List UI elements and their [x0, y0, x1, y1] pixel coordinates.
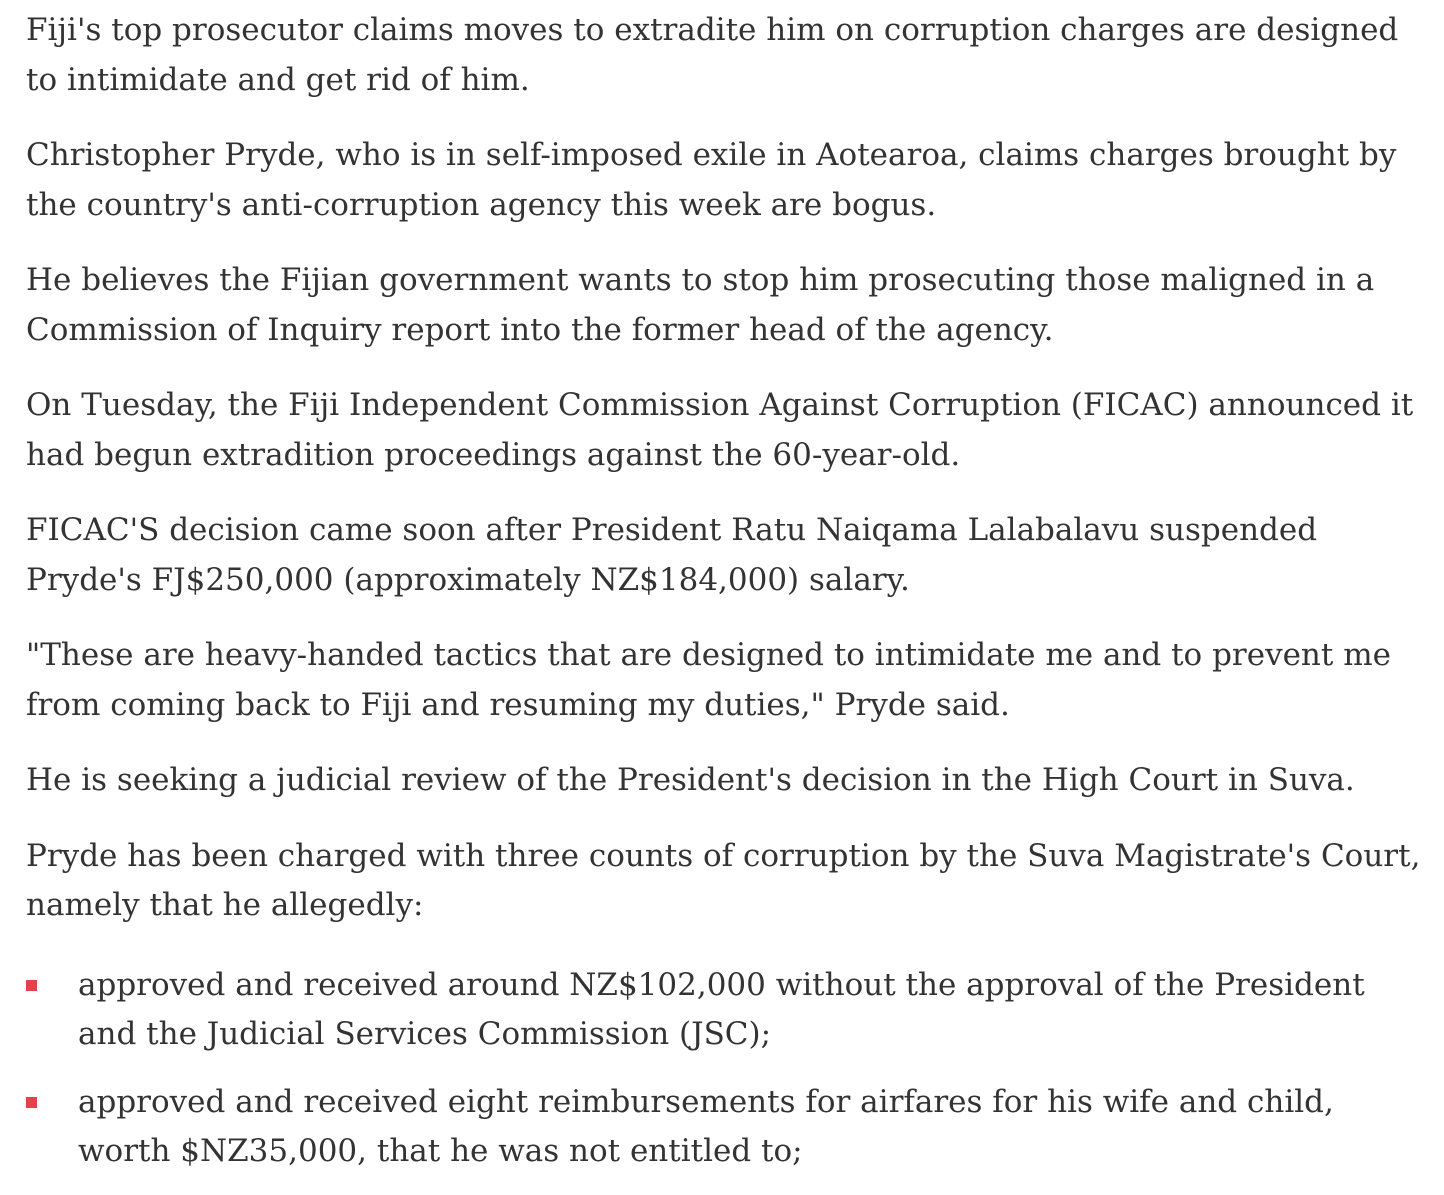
- article-paragraph: "These are heavy-handed tactics that are designed to intimidate me and to prevent me from coming back to Fiji and resuming my duties," Pryde said.: [26, 637, 1391, 723]
- list-item: [26, 1078, 1426, 1177]
- article-paragraph: He believes the Fijian government wants to stop him prosecuting those maligned in a Commission of Inquiry report into the former head of the agency.: [26, 262, 1375, 348]
- article-paragraph: FICAC'S decision came soon after President Ratu Naiqama Lalabalavu suspended Pryde's FJ$250,000 (approximately NZ$184,000) salary.: [26, 512, 1318, 598]
- article-paragraph: Pryde has been charged with three counts of corruption by the Suva Magistrate's Court, namely that he allegedly:: [26, 837, 1421, 923]
- article-paragraph: Christopher Pryde, who is in self-imposed exile in Aotearoa, claims charges brought by the country's anti-corruption agency this week are bogus.: [26, 137, 1397, 223]
- square-bullet-icon: [26, 980, 37, 991]
- article-paragraph: Fiji's top prosecutor claims moves to extradite him on corruption charges are designed to intimidate and get rid of him.: [26, 12, 1399, 98]
- charges-list: [26, 961, 1426, 1177]
- list-item: [26, 961, 1426, 1060]
- list-item-text: approved and received eight reimbursements for airfares for his wife and child, worth $NZ35,000, that he was not entitled to;: [78, 1083, 1334, 1169]
- article-paragraph: He is seeking a judicial review of the President's decision in the High Court in Suva.: [26, 762, 1355, 798]
- square-bullet-icon: [26, 1097, 37, 1108]
- article-body: [26, 6, 1426, 1195]
- article-paragraph: On Tuesday, the Fiji Independent Commission Against Corruption (FICAC) announced it had begun extradition proceedings against the 60-year-old.: [26, 387, 1414, 473]
- list-item-text: approved and received around NZ$102,000 without the approval of the President and the Judicial Services Commission (JSC);: [78, 966, 1365, 1052]
